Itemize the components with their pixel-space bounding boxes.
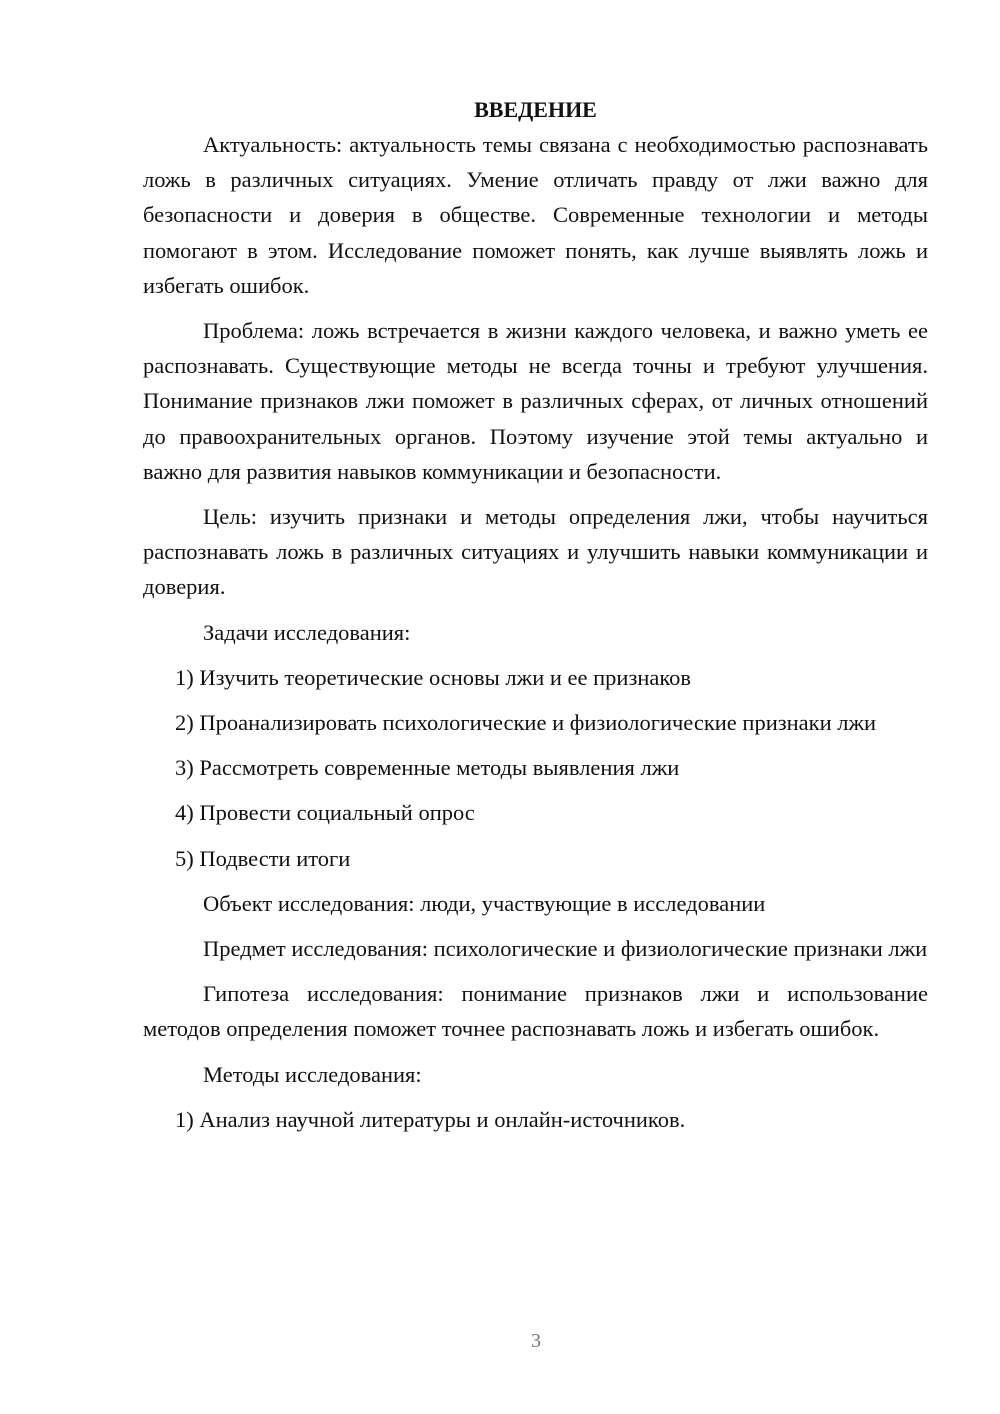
methods-title: Методы исследования: xyxy=(203,1061,422,1087)
method-item-1: 1) Анализ научной литературы и онлайн-источников. xyxy=(175,1106,686,1132)
paragraph-problem: Проблема: ложь встречается в жизни каждого человека, и важно уметь ее распознавать. Существующие методы не всегда точны и требуют улучшения. Понимание признаков лжи поможет в различных сферах, от личных отношений до правоохранительных органов. Поэтому изучение этой темы актуально и важно для развития навыков коммуникации и безопасности. xyxy=(143,318,928,484)
paragraph-goal: Цель: изучить признаки и методы определения лжи, чтобы научиться распознавать ложь в различных ситуациях и улучшить навыки коммуникации и доверия. xyxy=(143,504,928,600)
section-heading: ВВЕДЕНИЕ xyxy=(474,97,597,122)
document-page xyxy=(143,92,928,1147)
paragraph-object: Объект исследования: люди, участвующие в исследовании xyxy=(203,890,766,916)
paragraph-hypothesis: Гипотеза исследования: понимание признаков лжи и использование методов определения поможет точнее распознавать ложь и избегать ошибок. xyxy=(143,981,928,1042)
task-item-2: 2) Проанализировать психологические и физиологические признаки лжи xyxy=(175,710,877,736)
tasks-title: Задачи исследования: xyxy=(203,619,411,645)
task-item-1: 1) Изучить теоретические основы лжи и ее признаков xyxy=(175,664,692,690)
paragraph-subject: Предмет исследования: психологические и физиологические признаки лжи xyxy=(203,936,928,962)
task-item-4: 4) Провести социальный опрос xyxy=(175,800,475,826)
page-number: 3 xyxy=(531,1330,541,1352)
task-item-3: 3) Рассмотреть современные методы выявления лжи xyxy=(175,755,680,781)
paragraph-relevance: Актуальность: актуальность темы связана с необходимостью распознавать ложь в различных ситуациях. Умение отличать правду от лжи важно для безопасности и доверия в обществе. Современные технологии и методы помогают в этом. Исследование поможет понять, как лучше выявлять ложь и избегать ошибок. xyxy=(143,132,928,298)
task-item-5: 5) Подвести итоги xyxy=(175,845,351,871)
